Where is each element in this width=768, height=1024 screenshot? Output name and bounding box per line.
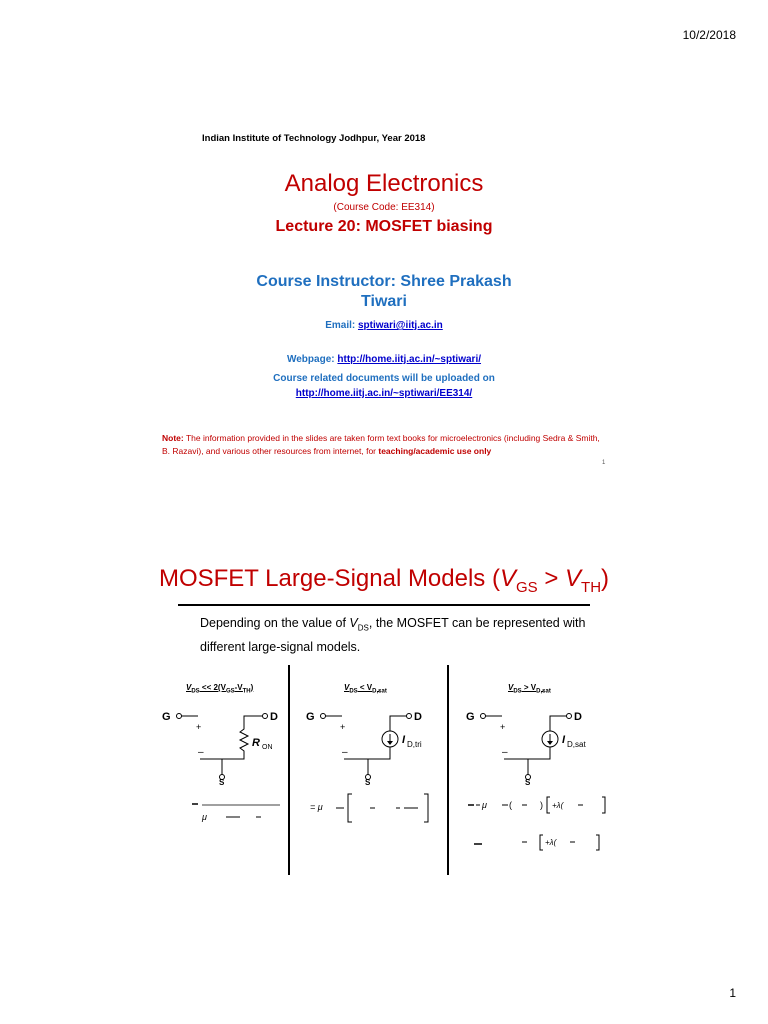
email-label: Email: (325, 320, 358, 331)
docs-line (0, 388, 768, 399)
p3-gate-label: G (466, 711, 475, 723)
eq4-lambda: +λ( (545, 838, 557, 847)
p1-rest: << 2(V (199, 683, 226, 692)
p1-plus: + (196, 722, 202, 732)
p3-rest: > V (521, 683, 537, 692)
p2-top-wire (390, 716, 406, 731)
p2-gate-terminal (321, 714, 326, 719)
p3-v: V (508, 683, 514, 692)
p1-end: ) (250, 683, 254, 692)
intro-v: V (349, 616, 358, 630)
p2-sub: DS (349, 688, 358, 695)
p1-sub: DS (191, 688, 200, 695)
p2-sub2: D,sat (372, 688, 387, 695)
eq3-bracket-left (547, 797, 550, 813)
p2-rest: < V (357, 683, 373, 692)
eq2-mu: = μ (310, 802, 323, 812)
p1-drain-terminal (263, 714, 268, 719)
eq2-bracket-right (424, 794, 428, 822)
course-code: (Course Code: EE314) (333, 202, 435, 213)
eq3-lambda: +λ( (552, 801, 564, 810)
p3-minus: – (502, 747, 508, 758)
p2-source-label: S (365, 778, 371, 785)
note-bold: teaching/academic use only (378, 445, 492, 456)
p1-rest2: -V (234, 683, 243, 692)
p3-drain-terminal (567, 714, 572, 719)
eq3-mu: μ (482, 800, 487, 810)
p2-v: V (344, 683, 350, 692)
eq3-bracket-right (602, 797, 605, 813)
institute-name: Indian Institute of Technology Jodhpur, Year 2018 (202, 133, 426, 144)
title-v2: V (565, 565, 582, 592)
p2-plus: + (340, 722, 346, 732)
p2-bottom-wire (368, 747, 390, 775)
panel-1-circuit (160, 705, 290, 785)
p3-top-wire (550, 716, 566, 731)
p3-drain-label: D (574, 711, 582, 723)
panel-3-label (508, 683, 551, 695)
title-prefix: MOSFET Large-Signal Models ( (158, 565, 500, 592)
panel-2-circuit (306, 705, 436, 785)
p2-drain-terminal (407, 714, 412, 719)
eq3-paren-close: ) (540, 800, 543, 810)
equation-3 (466, 793, 616, 819)
title-mid: > (537, 565, 566, 592)
p1-minus: – (198, 747, 204, 758)
page-number: 1 (729, 986, 736, 1000)
panel-3-circuit (466, 705, 606, 785)
title-sub1: GS (515, 578, 538, 596)
equation-1 (190, 795, 290, 825)
p1-sub2: GS (225, 688, 235, 695)
email-link[interactable]: sptiwari@iitj.ac.in (358, 320, 443, 331)
title-v1: V (499, 565, 516, 592)
webpage-line (0, 354, 768, 365)
p1-source-label: S (219, 778, 225, 785)
intro-sub: DS (357, 623, 369, 633)
p3-sub: DS (513, 688, 522, 695)
equation-4 (470, 832, 610, 856)
docs-text: Course related documents will be uploaded on (273, 373, 495, 384)
p2-gate-label: G (306, 711, 315, 723)
panel-divider-2 (447, 665, 449, 875)
p3-gate-terminal (481, 714, 486, 719)
p1-sub3: TH (242, 688, 251, 695)
instructor-name (0, 272, 768, 312)
equation-2 (308, 790, 438, 826)
title-suffix: ) (601, 565, 610, 592)
title-sub2: TH (581, 578, 602, 596)
intro-suffix: , the MOSFET can be represented with different large-signal models. (200, 616, 586, 654)
course-title: Analog Electronics (284, 170, 484, 197)
panel-1-label (186, 683, 253, 695)
p3-sub2: D,sat (536, 688, 551, 695)
print-date: 10/2/2018 (682, 28, 736, 42)
p3-current-sub: D,sat (567, 740, 586, 749)
p3-bottom-wire (528, 747, 550, 775)
p3-plus: + (500, 722, 506, 732)
eq3-paren-open: ( (509, 800, 512, 810)
intro-text (200, 614, 600, 656)
p2-minus: – (342, 747, 348, 758)
p1-gate-terminal (177, 714, 182, 719)
instructor-line-2: Tiwari (361, 293, 407, 310)
webpage-link[interactable]: http://home.iitj.ac.in/~sptiwari/ (337, 354, 482, 365)
webpage-label: Webpage: (286, 354, 338, 365)
eq2-bracket-left (348, 794, 352, 822)
docs-link[interactable]: http://home.iitj.ac.in/~sptiwari/EE314/ (295, 388, 473, 399)
p2-drain-label: D (414, 711, 422, 723)
eq4-bracket-right (596, 835, 599, 850)
p3-source-label: S (525, 778, 531, 785)
instructor-line-1: Course Instructor: Shree Prakash (256, 273, 512, 290)
intro-prefix: Depending on the value of (200, 616, 350, 630)
eq4-bracket-left (540, 835, 543, 850)
p2-current-sub: D,tri (407, 740, 422, 749)
p2-current-label: I (402, 734, 406, 746)
slide-number: 1 (602, 460, 606, 466)
panel-2-label (344, 683, 387, 695)
p1-gate-label: G (162, 711, 171, 723)
lecture-title: Lecture 20: MOSFET biasing (275, 218, 493, 235)
p1-v: V (186, 683, 192, 692)
title-underline (178, 604, 590, 606)
p1-ron-label: R (252, 737, 260, 749)
email-line (0, 320, 768, 331)
p1-drain-label: D (270, 711, 278, 723)
note-text: The information provided in the slides are taken form text books for microelectronics (including Sedra & Smith, B. Razavi), and various other resources from internet, for (162, 433, 600, 456)
disclaimer-note (162, 432, 602, 457)
p1-ron-sub: ON (262, 744, 273, 751)
p3-current-label: I (562, 734, 566, 746)
models-title (0, 565, 768, 596)
eq1-mu: μ (202, 812, 207, 822)
note-label: Note: (162, 433, 184, 443)
